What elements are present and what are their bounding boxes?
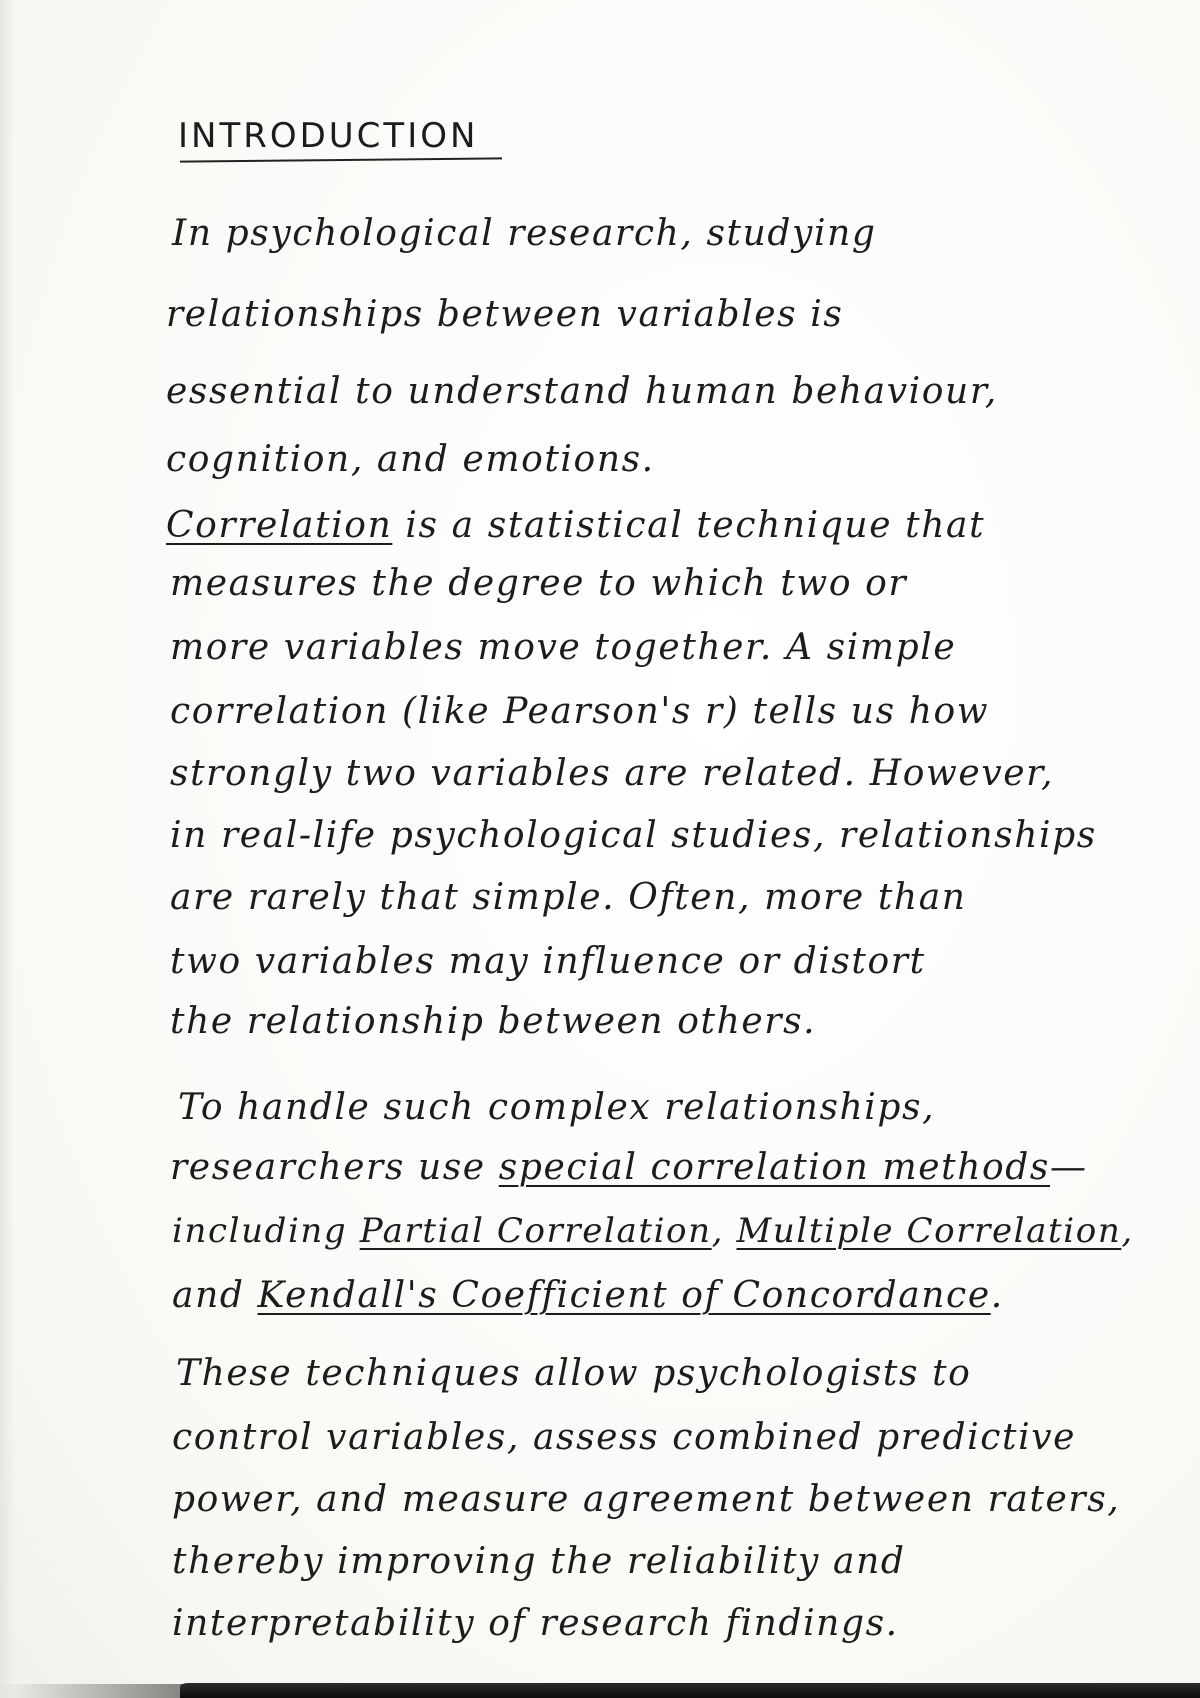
page-edge-fade: [0, 1684, 200, 1698]
text-line: two variables may influence or distort: [170, 941, 926, 982]
text-span: including: [172, 1211, 360, 1251]
page-title: INTRODUCTION: [178, 116, 479, 156]
text-line: measures the degree to which two or: [170, 563, 908, 604]
text-line: strongly two variables are related. However,: [170, 753, 1055, 794]
text-span: .: [990, 1275, 1004, 1316]
text-line: the relationship between others.: [170, 1001, 817, 1042]
text-line: essential to understand human behaviour,: [166, 371, 998, 412]
text-line: thereby improving the reliability and: [172, 1541, 906, 1582]
text-line: are rarely that simple. Often, more than: [170, 877, 967, 918]
text-line: To handle such complex relationships,: [178, 1087, 936, 1128]
text-line: [166, 505, 986, 546]
term-multiple-correlation: Multiple Correlation: [736, 1211, 1122, 1251]
text-line: [172, 1275, 1004, 1316]
page-bottom-edge: [180, 1683, 1200, 1698]
text-line: cognition, and emotions.: [166, 439, 655, 480]
text-line: [172, 1211, 1134, 1251]
text-line: In psychological research, studying: [172, 213, 877, 254]
text-span: is a statistical technique that: [392, 505, 986, 546]
text-line: power, and measure agreement between raters,: [172, 1479, 1121, 1520]
text-line: relationships between variables is: [166, 294, 844, 335]
scan-shadow-left: [0, 0, 14, 1698]
term-partial-correlation: Partial Correlation: [359, 1211, 712, 1251]
text-line: [170, 1147, 1088, 1188]
text-line: interpretability of research findings.: [172, 1603, 899, 1644]
term-kendalls-coefficient: Kendall's Coefficient of Concordance: [257, 1275, 991, 1316]
text-span: and: [172, 1275, 258, 1316]
text-line: control variables, assess combined predictive: [172, 1417, 1077, 1458]
text-line: correlation (like Pearson's r) tells us how: [170, 691, 990, 732]
text-line: in real-life psychological studies, relationships: [170, 815, 1097, 856]
text-span: ,: [711, 1211, 737, 1251]
term-special-correlation-methods: special correlation methods: [498, 1147, 1050, 1188]
text-span: researchers use: [170, 1147, 499, 1188]
text-line: These techniques allow psychologists to: [176, 1353, 972, 1394]
text-span: ,: [1121, 1211, 1134, 1251]
term-correlation: Correlation: [166, 505, 393, 546]
text-span: —: [1050, 1147, 1088, 1188]
text-line: more variables move together. A simple: [170, 627, 957, 668]
